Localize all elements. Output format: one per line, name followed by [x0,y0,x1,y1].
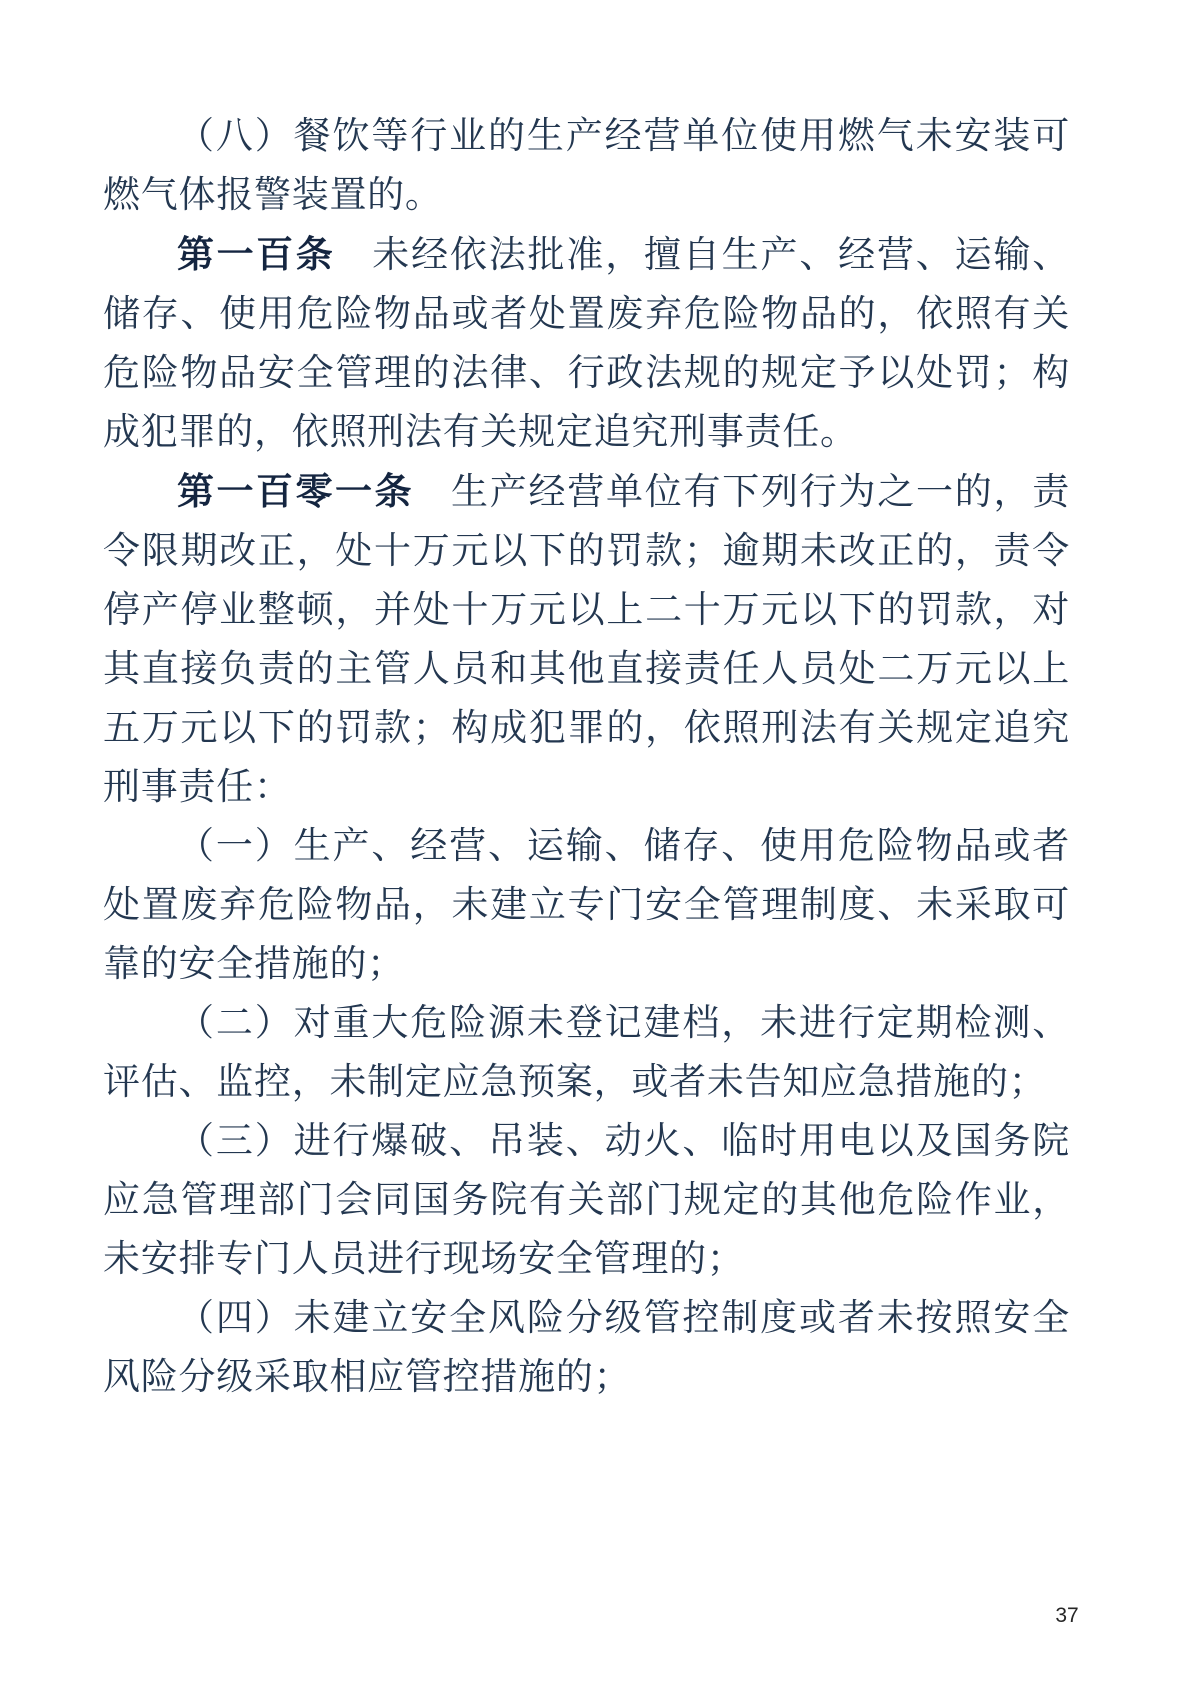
clause-item-1: （一）生产、经营、运输、储存、使用危险物品或者处置废弃危险物品，未建立专门安全管理制度、未采取可靠的安全措施的； [103,826,1070,985]
clause-item-3: （三）进行爆破、吊装、动火、临时用电以及国务院应急管理部门会同国务院有关部门规定的其他危险作业，未安排专门人员进行现场安全管理的； [103,1121,1070,1280]
article-101-text: 生产经营单位有下列行为之一的，责令限期改正，处十万元以下的罚款；逾期未改正的，责令停产停业整顿，并处十万元以上二十万元以下的罚款，对其直接负责的主管人员和其他直接责任人员处二万元以上五万元以下的罚款；构成犯罪的，依照刑法有关规定追究刑事责任： [103,472,1070,808]
clause-item-8: （八）餐饮等行业的生产经营单位使用燃气未安装可燃气体报警装置的。 [103,116,1070,216]
article-100-text: 未经依法批准，擅自生产、经营、运输、储存、使用危险物品或者处置废弃危险物品的，依照有关危险物品安全管理的法律、行政法规的规定予以处罚；构成犯罪的，依照刑法有关规定追究刑事责任。 [103,235,1071,453]
article-100 [103,225,1070,462]
article-100-number: 第一百条 [177,234,336,275]
clause-item-2: （二）对重大危险源未登记建档，未进行定期检测、评估、监控，未制定应急预案，或者未告知应急措施的； [103,1003,1070,1103]
document-body [103,107,1070,1407]
clause-item-4: （四）未建立安全风险分级管控制度或者未按照安全风险分级采取相应管控措施的； [103,1298,1070,1398]
page-number: 37 [1055,1604,1079,1627]
article-101-number: 第一百零一条 [177,471,414,512]
article-101 [103,462,1070,817]
